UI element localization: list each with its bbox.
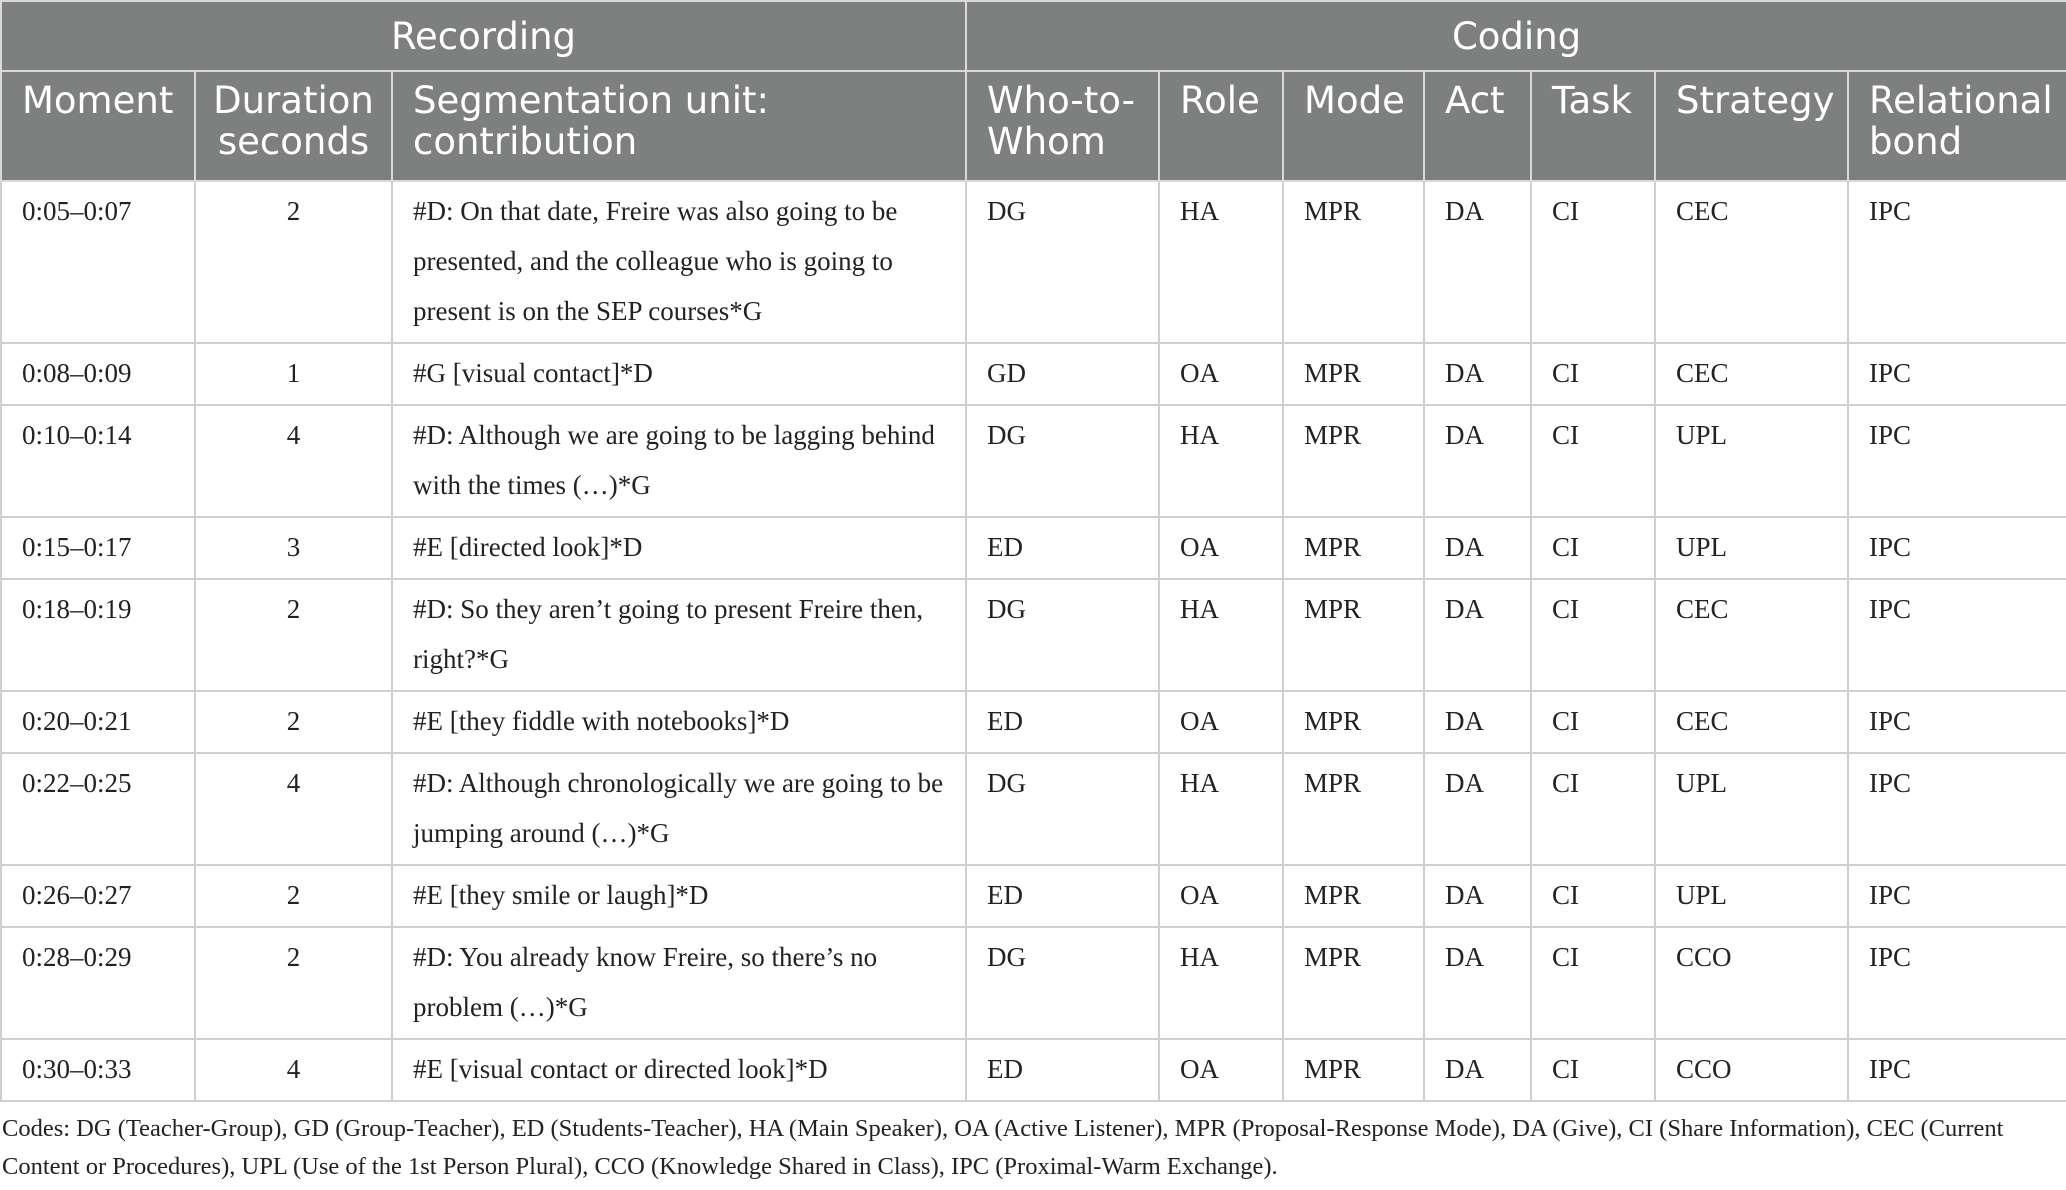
cell-role: HA (1159, 927, 1283, 1039)
cell-mode: MPR (1283, 753, 1424, 865)
cell-strategy: UPL (1655, 753, 1848, 865)
cell-relational-bond: IPC (1848, 865, 2066, 927)
table-footnote: Codes: DG (Teacher-Group), GD (Group-Teacher), ED (Students-Teacher), HA (Main Speaker), OA (Active Listener), MPR (Proposal-Response Mode), DA (Give), CI (Share Information), CEC (Current Content or Procedures), UPL (Use of the 1st Person Plural), CCO (Knowledge Shared in Class), IPC (Proximal-Warm Exchange). (2, 1115, 2004, 1180)
cell-contribution: #D: You already know Freire, so there’s no problem (…)*G (392, 927, 966, 1039)
table-row (1, 927, 2066, 1039)
cell-task: CI (1531, 753, 1655, 865)
cell-contribution: #E [they smile or laugh]*D (392, 865, 966, 927)
cell-mode: MPR (1283, 181, 1424, 343)
table-row (1, 753, 2066, 865)
col-header-relational-bond: Relational bond (1848, 71, 2066, 181)
cell-contribution: #D: Although chronologically we are going to be jumping around (…)*G (392, 753, 966, 865)
cell-duration: 2 (195, 181, 392, 343)
cell-relational-bond: IPC (1848, 181, 2066, 343)
table-row (1, 691, 2066, 753)
cell-act: DA (1424, 1039, 1531, 1101)
cell-duration: 4 (195, 753, 392, 865)
cell-relational-bond: IPC (1848, 753, 2066, 865)
cell-who-to-whom: DG (966, 181, 1159, 343)
cell-mode: MPR (1283, 517, 1424, 579)
col-header-strategy: Strategy (1655, 71, 1848, 181)
cell-strategy: CCO (1655, 927, 1848, 1039)
cell-relational-bond: IPC (1848, 1039, 2066, 1101)
cell-task: CI (1531, 691, 1655, 753)
col-header-task: Task (1531, 71, 1655, 181)
cell-moment: 0:26–0:27 (1, 865, 195, 927)
cell-duration: 2 (195, 579, 392, 691)
col-header-moment: Moment (1, 71, 195, 181)
cell-contribution: #E [visual contact or directed look]*D (392, 1039, 966, 1101)
cell-mode: MPR (1283, 343, 1424, 405)
cell-duration: 3 (195, 517, 392, 579)
cell-contribution: #D: On that date, Freire was also going to be presented, and the colleague who is going to present is on the SEP courses*G (392, 181, 966, 343)
table-row (1, 865, 2066, 927)
cell-moment: 0:28–0:29 (1, 927, 195, 1039)
cell-task: CI (1531, 927, 1655, 1039)
cell-task: CI (1531, 865, 1655, 927)
cell-mode: MPR (1283, 1039, 1424, 1101)
cell-mode: MPR (1283, 927, 1424, 1039)
cell-who-to-whom: ED (966, 691, 1159, 753)
col-header-duration: Duration seconds (195, 71, 392, 181)
cell-relational-bond: IPC (1848, 517, 2066, 579)
cell-role: OA (1159, 343, 1283, 405)
cell-act: DA (1424, 691, 1531, 753)
cell-duration: 2 (195, 865, 392, 927)
cell-mode: MPR (1283, 865, 1424, 927)
cell-strategy: CCO (1655, 1039, 1848, 1101)
cell-who-to-whom: DG (966, 927, 1159, 1039)
cell-role: OA (1159, 1039, 1283, 1101)
cell-strategy: CEC (1655, 579, 1848, 691)
cell-mode: MPR (1283, 405, 1424, 517)
cell-who-to-whom: DG (966, 579, 1159, 691)
group-header-row (1, 1, 2066, 71)
cell-act: DA (1424, 753, 1531, 865)
cell-task: CI (1531, 517, 1655, 579)
cell-role: HA (1159, 405, 1283, 517)
cell-moment: 0:20–0:21 (1, 691, 195, 753)
cell-duration: 2 (195, 691, 392, 753)
table-row (1, 181, 2066, 343)
cell-strategy: UPL (1655, 517, 1848, 579)
cell-contribution: #D: Although we are going to be lagging behind with the times (…)*G (392, 405, 966, 517)
cell-task: CI (1531, 343, 1655, 405)
cell-moment: 0:15–0:17 (1, 517, 195, 579)
cell-contribution: #E [directed look]*D (392, 517, 966, 579)
cell-who-to-whom: GD (966, 343, 1159, 405)
cell-strategy: CEC (1655, 181, 1848, 343)
cell-relational-bond: IPC (1848, 405, 2066, 517)
col-header-act: Act (1424, 71, 1531, 181)
cell-act: DA (1424, 579, 1531, 691)
cell-relational-bond: IPC (1848, 691, 2066, 753)
cell-act: DA (1424, 865, 1531, 927)
table-row (1, 517, 2066, 579)
cell-role: HA (1159, 579, 1283, 691)
col-header-role: Role (1159, 71, 1283, 181)
cell-mode: MPR (1283, 691, 1424, 753)
cell-task: CI (1531, 1039, 1655, 1101)
table-row (1, 405, 2066, 517)
cell-act: DA (1424, 927, 1531, 1039)
cell-relational-bond: IPC (1848, 927, 2066, 1039)
cell-contribution: #G [visual contact]*D (392, 343, 966, 405)
cell-moment: 0:05–0:07 (1, 181, 195, 343)
col-header-mode: Mode (1283, 71, 1424, 181)
cell-act: DA (1424, 405, 1531, 517)
cell-moment: 0:10–0:14 (1, 405, 195, 517)
column-header-row (1, 71, 2066, 181)
cell-who-to-whom: DG (966, 405, 1159, 517)
cell-act: DA (1424, 343, 1531, 405)
cell-who-to-whom: ED (966, 1039, 1159, 1101)
cell-strategy: CEC (1655, 343, 1848, 405)
cell-role: OA (1159, 691, 1283, 753)
cell-act: DA (1424, 517, 1531, 579)
table-row (1, 1039, 2066, 1101)
cell-role: HA (1159, 753, 1283, 865)
cell-who-to-whom: ED (966, 517, 1159, 579)
cell-relational-bond: IPC (1848, 343, 2066, 405)
cell-mode: MPR (1283, 579, 1424, 691)
cell-moment: 0:18–0:19 (1, 579, 195, 691)
cell-role: HA (1159, 181, 1283, 343)
cell-duration: 4 (195, 1039, 392, 1101)
cell-strategy: UPL (1655, 865, 1848, 927)
cell-duration: 4 (195, 405, 392, 517)
cell-moment: 0:30–0:33 (1, 1039, 195, 1101)
group-header-coding: Coding (966, 1, 2066, 71)
cell-moment: 0:22–0:25 (1, 753, 195, 865)
cell-relational-bond: IPC (1848, 579, 2066, 691)
group-header-recording: Recording (1, 1, 966, 71)
col-header-who-to-whom: Who-to- Whom (966, 71, 1159, 181)
cell-task: CI (1531, 405, 1655, 517)
col-header-segmentation: Segmentation unit: contribution (392, 71, 966, 181)
cell-who-to-whom: DG (966, 753, 1159, 865)
cell-duration: 2 (195, 927, 392, 1039)
cell-role: OA (1159, 865, 1283, 927)
cell-task: CI (1531, 181, 1655, 343)
cell-strategy: UPL (1655, 405, 1848, 517)
cell-moment: 0:08–0:09 (1, 343, 195, 405)
cell-act: DA (1424, 181, 1531, 343)
cell-duration: 1 (195, 343, 392, 405)
cell-contribution: #D: So they aren’t going to present Freire then, right?*G (392, 579, 966, 691)
cell-role: OA (1159, 517, 1283, 579)
cell-task: CI (1531, 579, 1655, 691)
cell-strategy: CEC (1655, 691, 1848, 753)
cell-contribution: #E [they fiddle with notebooks]*D (392, 691, 966, 753)
table-row (1, 343, 2066, 405)
table-row (1, 579, 2066, 691)
cell-who-to-whom: ED (966, 865, 1159, 927)
